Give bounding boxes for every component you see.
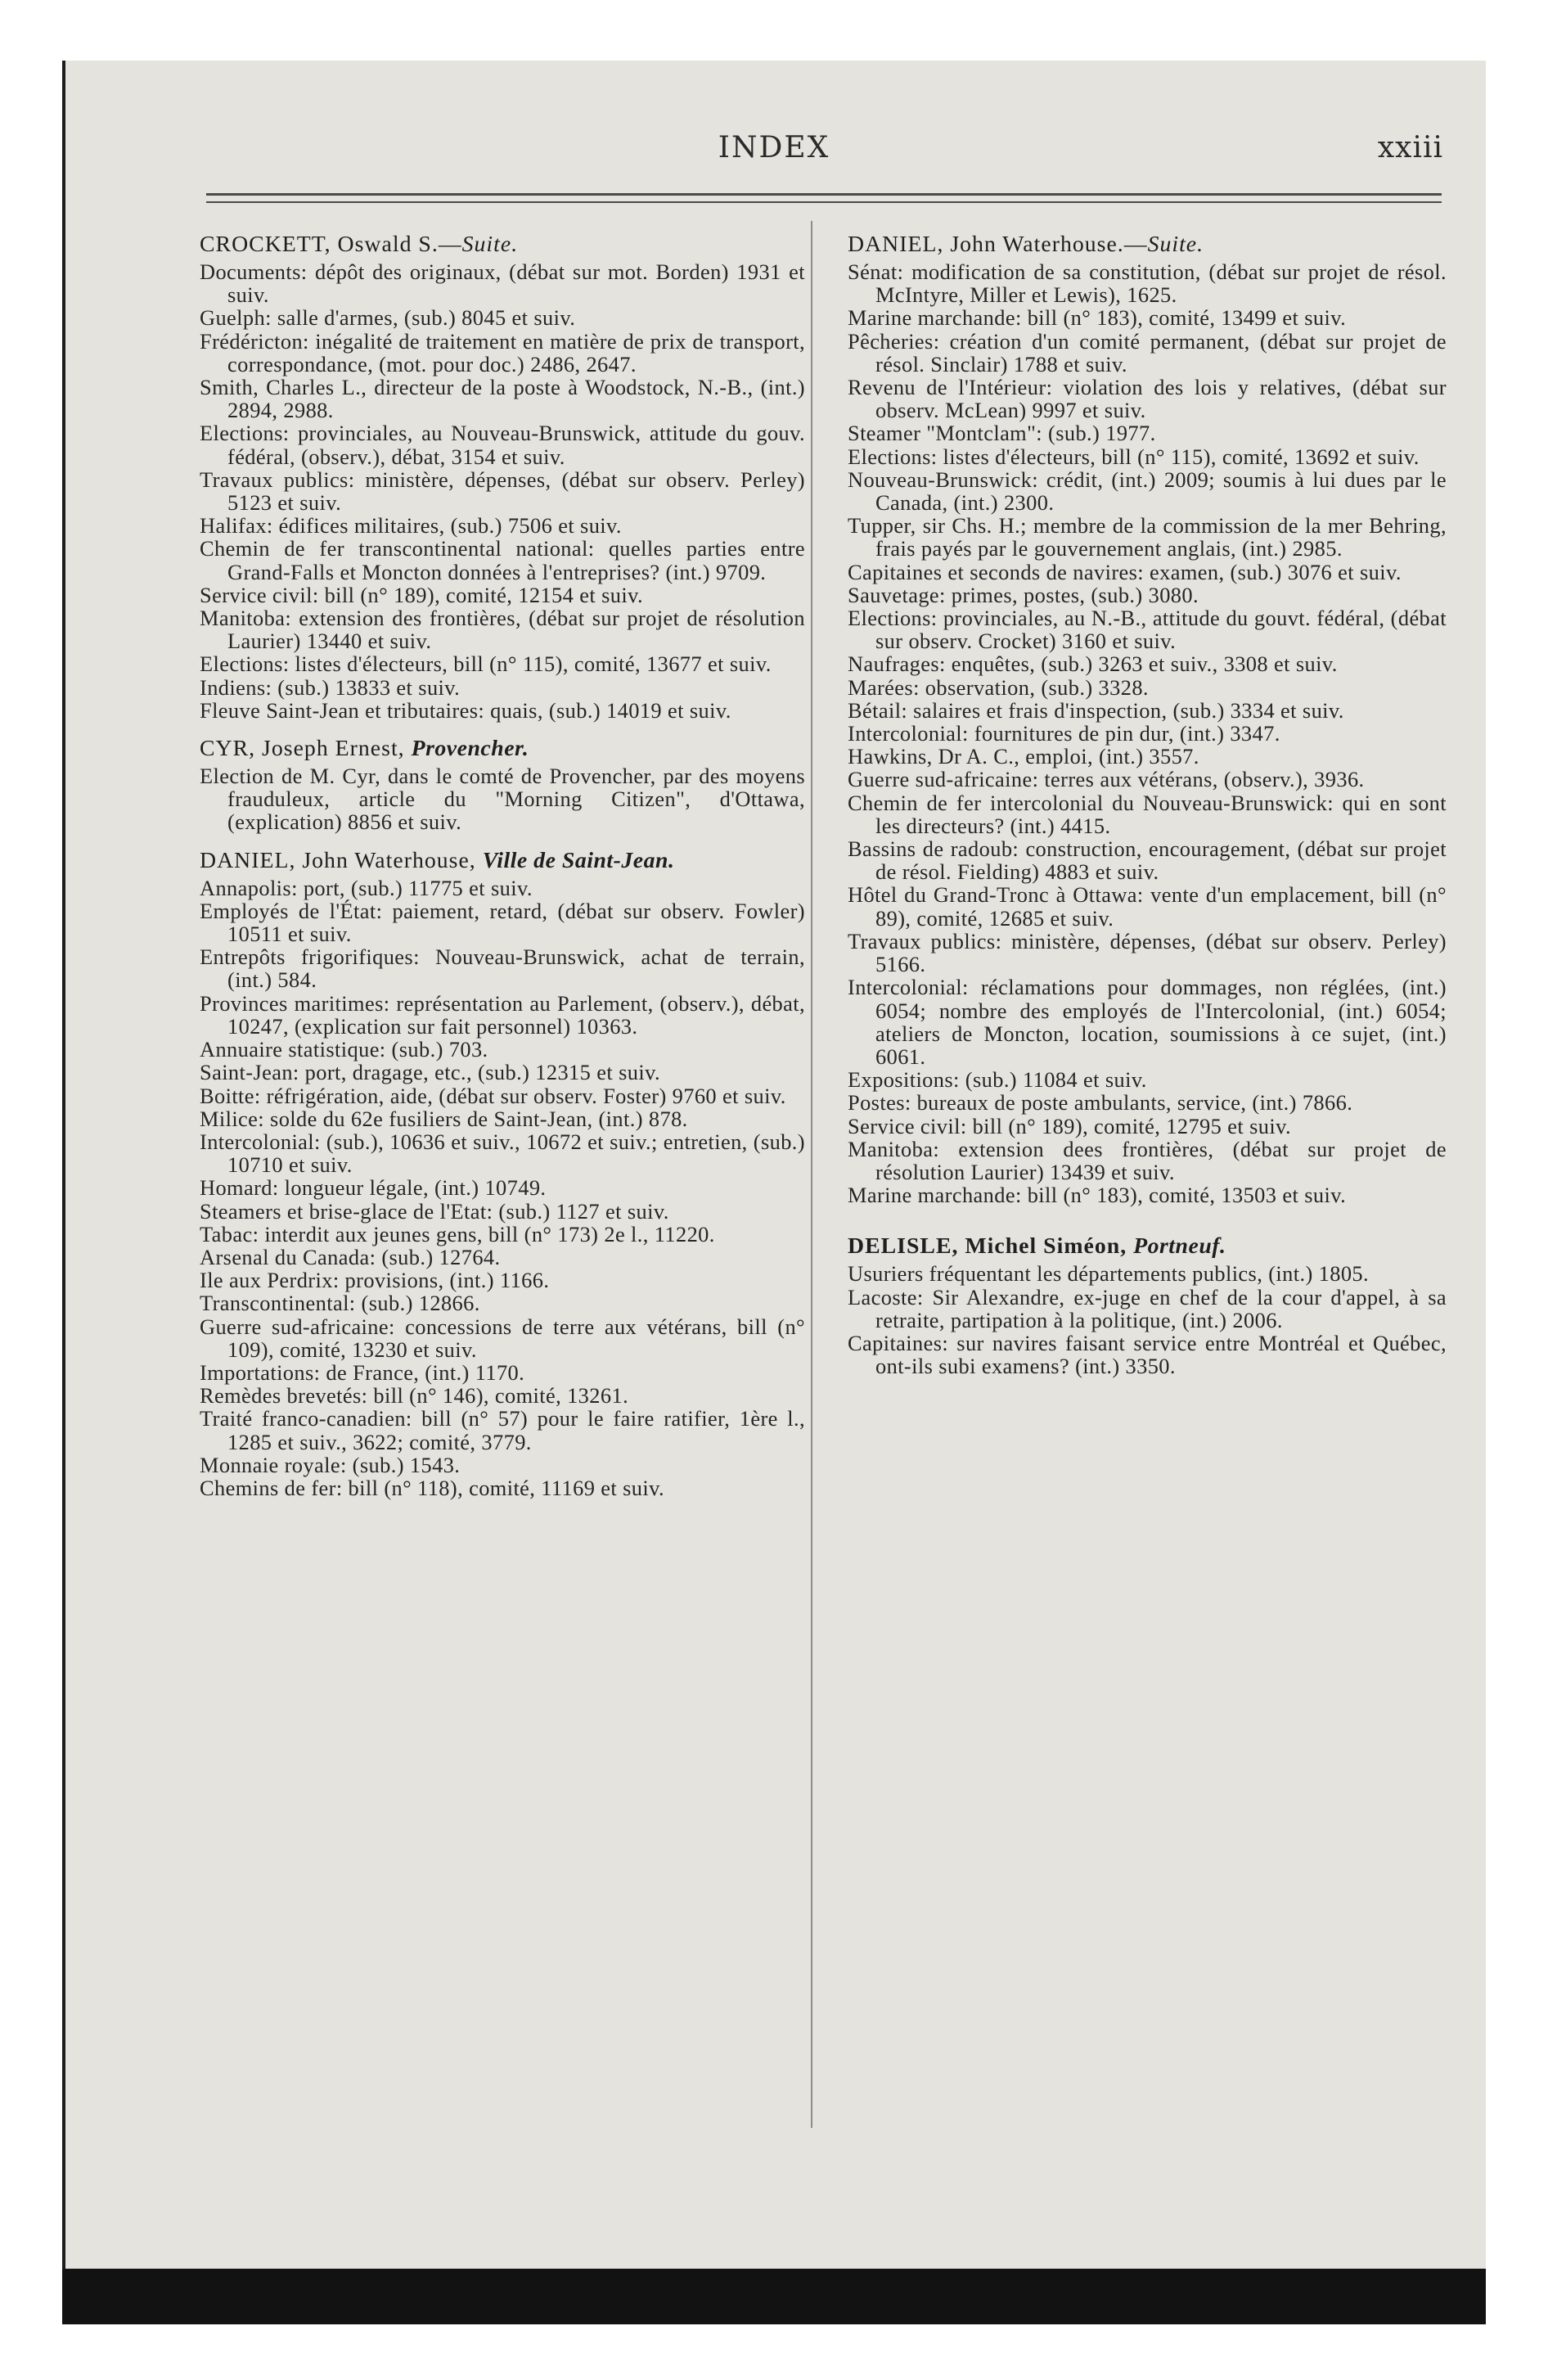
entry-name: CYR, Joseph Ernest,: [200, 736, 412, 762]
index-entry: Ile aux Perdrix: provisions, (int.) 1166.: [200, 1268, 550, 1293]
index-entry: Lacoste: Sir Alexandre, ex-juge en chef de la cour d'appel, à sa retraite, partipation à la politique, (int.) 2006.: [848, 1284, 1447, 1332]
index-entry: Guelph: salle d'armes, (sub.) 8045 et suiv.: [200, 305, 576, 331]
scan-bottom-band: [62, 2269, 1486, 2324]
entry-qualifier: Suite.: [1147, 232, 1204, 257]
index-entry: Sauvetage: primes, postes, (sub.) 3080.: [848, 582, 1199, 607]
index-entry: Elections: provinciales, au Nouveau-Brunswick, attitude du gouv. fédéral, (observ.), débat, 3154 et suiv.: [200, 421, 805, 469]
column-divider: [811, 221, 812, 2128]
index-entry: Revenu de l'Intérieur: violation des lois y relatives, (débat sur observ. McLean) 9997 et suiv.: [848, 375, 1447, 423]
index-entry: Halifax: édifices militaires, (sub.) 7506 et suiv.: [200, 513, 622, 539]
index-entry: Expositions: (sub.) 11084 et suiv.: [848, 1067, 1147, 1093]
index-entry: Boitte: réfrigération, aide, (débat sur observ. Foster) 9760 et suiv.: [200, 1083, 786, 1108]
index-entry: Bétail: salaires et frais d'inspection, (sub.) 3334 et suiv.: [848, 697, 1344, 723]
index-entry: Traité franco-canadien: bill (n° 57) pour le faire ratifier, 1ère l., 1285 et suiv., 3622; comité, 3779.: [200, 1406, 805, 1454]
index-entry: Capitaines et seconds de navires: examen, (sub.) 3076 et suiv.: [848, 559, 1402, 584]
index-entry: Employés de l'État: paiement, retard, (débat sur observ. Fowler) 10511 et suiv.: [200, 898, 805, 947]
index-entry: Documents: dépôt des originaux, (débat sur mot. Borden) 1931 et suiv.: [200, 259, 805, 308]
index-entry: Travaux publics: ministère, dépenses, (débat sur observ. Perley) 5123 et suiv.: [200, 467, 805, 516]
index-entry: Fleuve Saint-Jean et tributaires: quais, (sub.) 14019 et suiv.: [200, 697, 731, 723]
index-entry: Chemin de fer transcontinental national: quelles parties entre Grand-Falls et Moncton données à l'entreprises? (int.) 9709.: [200, 536, 805, 584]
index-entry: Intercolonial: réclamations pour dommages, non réglées, (int.) 6054; nombre des employés de l'Intercolonial, (int.) 6054; ateliers de Moncton, location, soumissions à ce sujet, (int.) 6061.: [848, 975, 1447, 1069]
running-title: INDEX: [718, 131, 830, 165]
index-entry: Intercolonial: fournitures de pin dur, (int.) 3347.: [848, 721, 1280, 746]
header-rule-thin: [206, 201, 1442, 203]
page-spine-edge: [62, 61, 65, 2324]
index-entry: Marine marchande: bill (n° 183), comité, 13499 et suiv.: [848, 305, 1347, 331]
index-entry: Naufrages: enquêtes, (sub.) 3263 et suiv., 3308 et suiv.: [848, 651, 1338, 677]
index-entry: Hôtel du Grand-Tronc à Ottawa: vente d'un emplacement, bill (n° 89), comité, 12685 et suiv.: [848, 882, 1447, 931]
index-entry: Election de M. Cyr, dans le comté de Provencher, par des moyens frauduleux, article du "Morning Citizen", d'Ottawa, (explication) 8856 et suiv.: [200, 764, 805, 835]
page-number: xxiii: [1377, 131, 1443, 165]
index-entry: Elections: listes d'électeurs, bill (n° 115), comité, 13677 et suiv.: [200, 651, 772, 677]
entry-qualifier: Portneuf.: [1133, 1233, 1226, 1260]
entry-head-daniel-suite: [848, 232, 1447, 257]
index-entry: Intercolonial: (sub.), 10636 et suiv., 10672 et suiv.; entretien, (sub.) 10710 et suiv.: [200, 1129, 805, 1178]
index-entry: Entrepôts frigorifiques: Nouveau-Brunswick, achat de terrain, (int.) 584.: [200, 944, 805, 993]
index-entry: Arsenal du Canada: (sub.) 12764.: [200, 1244, 501, 1269]
index-entry: Marées: observation, (sub.) 3328.: [848, 674, 1149, 700]
index-entry: Homard: longueur légale, (int.) 10749.: [200, 1175, 547, 1201]
index-entry: Sénat: modification de sa constitution, (débat sur projet de résol. McIntyre, Miller et Lewis), 1625.: [848, 259, 1447, 308]
entry-name: CROCKETT, Oswald S.—: [200, 232, 462, 257]
index-entry: Saint-Jean: port, dragage, etc., (sub.) 12315 et suiv.: [200, 1060, 660, 1085]
index-entry: Steamer "Montclam": (sub.) 1977.: [848, 421, 1156, 446]
index-entry: Chemin de fer intercolonial du Nouveau-Brunswick: qui en sont les directeurs? (int.) 4415.: [848, 790, 1447, 838]
index-entry: Postes: bureaux de poste ambulants, service, (int.) 7866.: [848, 1090, 1353, 1116]
index-entry: Service civil: bill (n° 189), comité, 12154 et suiv.: [200, 582, 643, 607]
index-entry: Transcontinental: (sub.) 12866.: [200, 1291, 480, 1316]
scanned-page: [62, 61, 1486, 2324]
index-entry: Remèdes brevetés: bill (n° 146), comité, 13261.: [200, 1383, 629, 1409]
entry-name: DANIEL, John Waterhouse,: [200, 847, 483, 873]
index-entry: Milice: solde du 62e fusiliers de Saint-Jean, (int.) 878.: [200, 1106, 688, 1131]
index-entry: Importations: de France, (int.) 1170.: [200, 1359, 525, 1385]
index-entry: Frédéricton: inégalité de traitement en matière de prix de transport, correspondance, (mot. pour doc.) 2486, 2647.: [200, 328, 805, 376]
index-entry: Usuriers fréquentant les départements publics, (int.) 1805.: [848, 1261, 1370, 1287]
index-entry: Pêcheries: création d'un comité permanent, (débat sur projet de résol. Sinclair) 1788 et suiv.: [848, 328, 1447, 376]
index-entry: Manitoba: extension des frontières, (débat sur projet de résolution Laurier) 13440 et suiv.: [200, 606, 805, 654]
index-entry: Travaux publics: ministère, dépenses, (débat sur observ. Perley) 5166.: [848, 928, 1447, 977]
index-entry: Indiens: (sub.) 13833 et suiv.: [200, 674, 461, 700]
index-entry: Annuaire statistique: (sub.) 703.: [200, 1037, 488, 1062]
index-entry: Tabac: interdit aux jeunes gens, bill (n° 173) 2e l., 11220.: [200, 1221, 715, 1246]
index-entry: Steamers et brise-glace de l'Etat: (sub.) 1127 et suiv.: [200, 1198, 669, 1224]
index-entry: Service civil: bill (n° 189), comité, 12795 et suiv.: [848, 1113, 1291, 1138]
entry-name: DANIEL, John Waterhouse.—: [848, 232, 1148, 257]
index-entry: Chemins de fer: bill (n° 118), comité, 11169 et suiv.: [200, 1475, 665, 1500]
index-entry: Provinces maritimes: représentation au Parlement, (observ.), débat, 10247, (explication sur fait personnel) 10363.: [200, 990, 805, 1039]
index-entry: Elections: listes d'électeurs, bill (n° 115), comité, 13692 et suiv.: [848, 444, 1420, 469]
entry-qualifier: Suite.: [461, 232, 519, 257]
index-entry: Guerre sud-africaine: terres aux vétérans, (observ.), 3936.: [848, 767, 1365, 792]
entry-head-delisle: [848, 1234, 1447, 1259]
index-entry: Hawkins, Dr A. C., emploi, (int.) 3557.: [848, 744, 1199, 769]
index-entry: Annapolis: port, (sub.) 11775 et suiv.: [200, 875, 533, 900]
index-entry: Marine marchande: bill (n° 183), comité, 13503 et suiv.: [848, 1183, 1347, 1208]
index-entry: Elections: provinciales, au N.-B., attitude du gouvt. fédéral, (débat sur observ. Crocket) 3160 et suiv.: [848, 606, 1447, 654]
index-entry: Bassins de radoub: construction, encouragement, (débat sur projet de résol. Fielding) 4883 et suiv.: [848, 836, 1447, 885]
header-rule: [206, 193, 1442, 196]
entry-name: DELISLE, Michel Siméon,: [848, 1233, 1134, 1260]
index-entry: Nouveau-Brunswick: crédit, (int.) 2009; soumis à lui dues par le Canada, (int.) 2300.: [848, 467, 1447, 516]
index-entry: Tupper, sir Chs. H.; membre de la commission de la mer Behring, frais payés par le gouvernement anglais, (int.) 2985.: [848, 513, 1447, 561]
left-column: [200, 232, 805, 1499]
entry-head-daniel: [200, 849, 805, 873]
index-entry: Manitoba: extension dees frontières, (débat sur projet de résolution Laurier) 13439 et suiv.: [848, 1136, 1447, 1184]
right-column: [848, 232, 1447, 1377]
index-entry: Smith, Charles L., directeur de la poste à Woodstock, N.-B., (int.) 2894, 2988.: [200, 375, 805, 423]
entry-qualifier: Provencher.: [411, 736, 529, 762]
index-entry: Guerre sud-africaine: concessions de terre aux vétérans, bill (n° 109), comité, 13230 et suiv.: [200, 1314, 805, 1362]
index-entry: Capitaines: sur navires faisant service entre Montréal et Québec, ont-ils subi examens? (int.) 3350.: [848, 1330, 1447, 1379]
index-entry: Monnaie royale: (sub.) 1543.: [200, 1452, 461, 1477]
entry-head-crockett: [200, 232, 805, 257]
entry-head-cyr: [200, 737, 805, 761]
entry-qualifier: Ville de Saint-Jean.: [482, 847, 675, 873]
